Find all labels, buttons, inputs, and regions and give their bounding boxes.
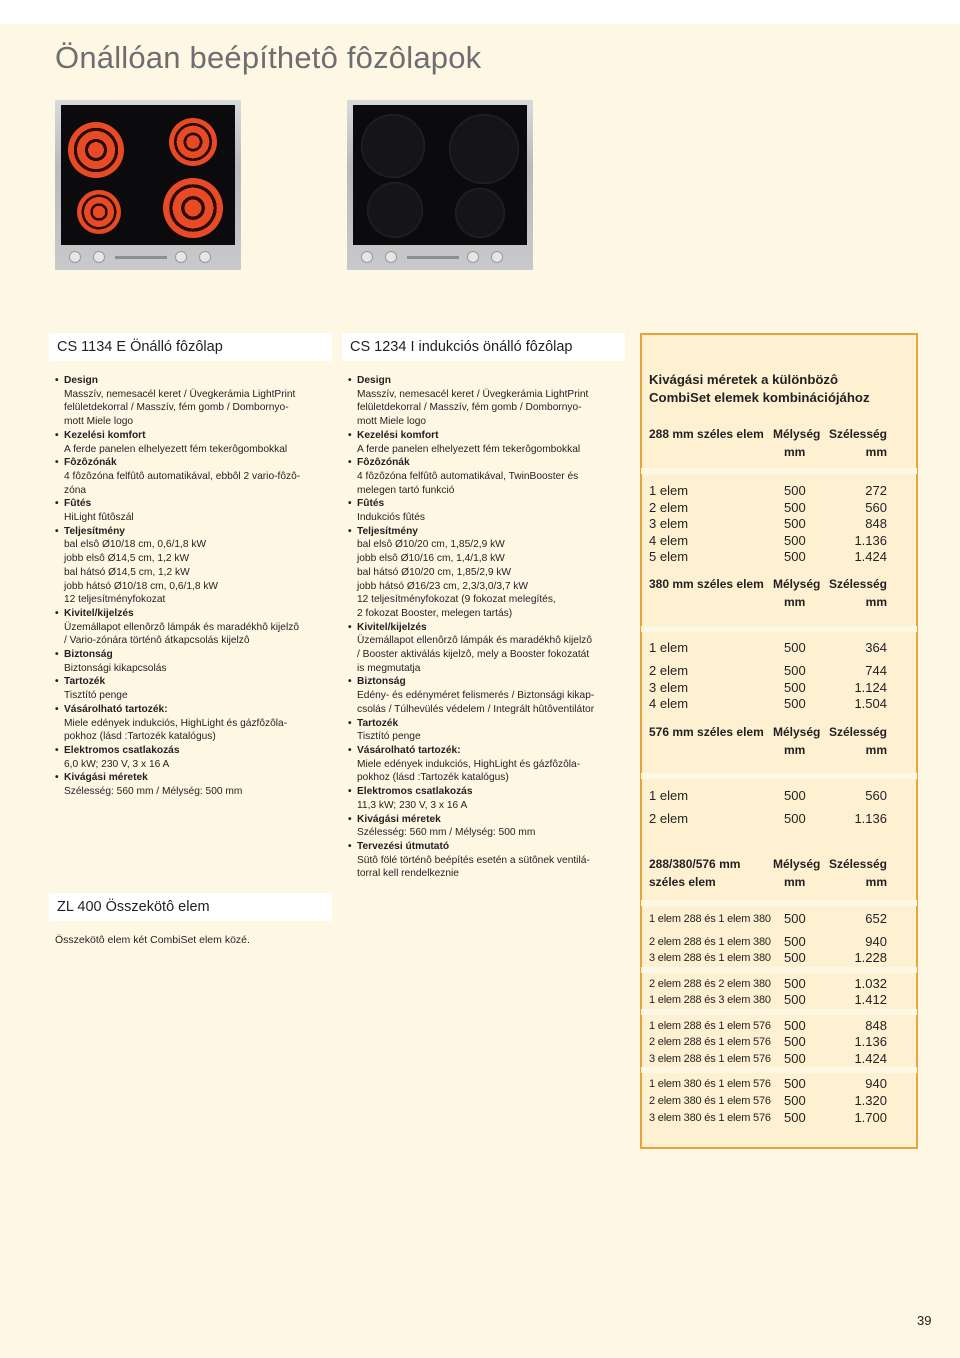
spec-item <box>348 525 628 621</box>
cell-width: 1.136 <box>854 1034 887 1049</box>
spec-text: jobb elsô Ø14,5 cm, 1,2 kW <box>64 553 190 565</box>
spec-heading: • Teljesítmény <box>357 525 628 539</box>
group-label: 380 mm széles elem <box>649 577 764 591</box>
product-image-cs1134 <box>55 100 241 270</box>
top-margin <box>0 0 960 24</box>
cell-elements: 1 elem 288 és 3 elem 380 <box>649 994 771 1006</box>
cell-depth: 500 <box>784 663 806 678</box>
column-depth-header: Mélység <box>773 857 821 871</box>
spec-heading: • Tartozék <box>357 717 628 731</box>
cell-depth: 500 <box>784 1018 806 1033</box>
table-separator <box>641 900 917 906</box>
cell-depth: 500 <box>784 1076 806 1091</box>
spec-text: 12 teljesítményfokozat (9 fokozat melegítés, <box>357 594 556 606</box>
connector-description: Összekötô elem két CombiSet elem közé. <box>55 934 250 946</box>
spec-item <box>348 456 628 497</box>
control-strip <box>407 256 459 259</box>
spec-item <box>348 785 628 812</box>
spec-text: melegen tartó funkció <box>357 484 455 496</box>
spec-text: Indukciós fûtés <box>357 512 425 524</box>
cell-width: 560 <box>865 500 887 515</box>
column-width-header: Szélesség <box>828 857 887 871</box>
cell-elements: 2 elem <box>649 500 689 515</box>
spec-heading: • Elektromos csatlakozás <box>357 785 628 799</box>
unit-label: mm <box>784 743 806 757</box>
spec-item <box>348 374 628 429</box>
unit-label: mm <box>784 595 806 609</box>
spec-heading: • Vásárolható tartozék: <box>64 703 335 717</box>
connector-header: ZL 400 Összekötô elem <box>49 893 332 921</box>
spec-heading: • Tervezési útmutató <box>357 840 628 854</box>
spec-item <box>348 497 628 524</box>
cell-depth: 500 <box>784 549 806 564</box>
spec-heading: • Kivágási méretek <box>64 771 335 785</box>
spec-text: mott Miele logo <box>64 416 134 428</box>
spec-heading: • Design <box>357 374 628 388</box>
spec-text: Tisztító penge <box>64 690 128 702</box>
cell-depth: 500 <box>784 811 806 826</box>
cooking-zone-icon <box>77 190 121 234</box>
spec-text: 11,3 kW; 230 V, 3 x 16 A <box>357 799 468 811</box>
knob-icon <box>467 251 479 263</box>
cell-width: 848 <box>865 1018 887 1033</box>
cell-width: 1.320 <box>854 1093 887 1108</box>
spec-text: pokhoz (lásd :Tartozék katalógus) <box>64 731 216 743</box>
table-separator <box>641 1009 917 1015</box>
cell-elements: 1 elem <box>649 483 689 498</box>
table-separator <box>641 626 917 632</box>
cell-depth: 500 <box>784 533 806 548</box>
column-width-header: Szélesség <box>828 725 887 739</box>
product-image-cs1234 <box>347 100 533 270</box>
spec-text: Masszív, nemesacél keret / Üvegkerámia LightPrint <box>357 388 589 400</box>
spec-heading: • Kezelési komfort <box>64 429 335 443</box>
product-header-cs1134: CS 1134 E Önálló fôzôlap <box>49 333 332 361</box>
spec-heading: • Tartozék <box>64 675 335 689</box>
column-depth-header: Mélység <box>773 427 821 441</box>
knob-icon <box>199 251 211 263</box>
cell-width: 1.032 <box>854 976 887 991</box>
group-label: 288 mm széles elem <box>649 427 764 441</box>
spec-item <box>55 374 335 429</box>
group-label-2: széles elem <box>649 875 716 889</box>
spec-heading: • Teljesítmény <box>64 525 335 539</box>
cell-width: 1.504 <box>854 696 887 711</box>
spec-text: jobb elsô Ø10/16 cm, 1,4/1,8 kW <box>357 553 505 565</box>
unit-label: mm <box>865 595 887 609</box>
knob-icon <box>93 251 105 263</box>
cell-width: 848 <box>865 516 887 531</box>
cell-elements: 5 elem <box>649 549 689 564</box>
cell-elements: 3 elem <box>649 516 689 531</box>
spec-text: Üzemállapot ellenôrzô lámpák és maradékhô kijelzô <box>64 621 299 633</box>
unit-label: mm <box>865 743 887 757</box>
cell-elements: 1 elem <box>649 788 689 803</box>
cell-width: 940 <box>865 934 887 949</box>
spec-heading: • Fûtés <box>357 497 628 511</box>
spec-text: Üzemállapot ellenôrzô lámpák és maradékhô kijelzô <box>357 635 592 647</box>
spec-item <box>55 648 335 675</box>
cell-elements: 3 elem 288 és 1 elem 576 <box>649 1053 771 1065</box>
unit-label: mm <box>784 875 806 889</box>
cell-elements: 4 elem <box>649 696 689 711</box>
spec-heading: • Kezelési komfort <box>357 429 628 443</box>
spec-text: Szélesség: 560 mm / Mélység: 500 mm <box>64 786 243 798</box>
spec-heading: • Fûtés <box>64 497 335 511</box>
spec-heading: • Vásárolható tartozék: <box>357 744 628 758</box>
cutout-title-line1: Kivágási méretek a különbözô <box>649 372 839 387</box>
spec-heading: • Fôzôzónák <box>64 456 335 470</box>
spec-text: Sütô fölé történô beépítés esetén a sütônek ventilá- <box>357 854 590 866</box>
spec-text: is megmutatja <box>357 662 421 674</box>
spec-text: pokhoz (lásd :Tartozék katalógus) <box>357 772 509 784</box>
knob-icon <box>491 251 503 263</box>
spec-item <box>55 497 335 524</box>
spec-text: 12 teljesítményfokozat <box>64 594 166 606</box>
cell-depth: 500 <box>784 516 806 531</box>
cell-width: 364 <box>865 640 887 655</box>
spec-item <box>55 607 335 648</box>
spec-item <box>55 744 335 771</box>
cell-elements: 2 elem <box>649 663 689 678</box>
unit-label: mm <box>865 875 887 889</box>
cell-width: 1.136 <box>854 533 887 548</box>
spec-text: 2 fokozat Booster, melegen tartás) <box>357 607 513 619</box>
cell-elements: 1 elem 288 és 1 elem 576 <box>649 1020 771 1032</box>
spec-text: 4 fôzôzóna felfûtô automatikával, ebbôl 2 vario-fôzô- <box>64 470 301 482</box>
cell-depth: 500 <box>784 1034 806 1049</box>
spec-item <box>348 744 628 785</box>
control-strip <box>115 256 167 259</box>
spec-item <box>55 675 335 702</box>
spec-heading: • Biztonság <box>357 675 628 689</box>
cell-elements: 3 elem 380 és 1 elem 576 <box>649 1112 771 1124</box>
spec-heading: • Elektromos csatlakozás <box>64 744 335 758</box>
cell-elements: 3 elem 288 és 1 elem 380 <box>649 952 771 964</box>
cell-width: 1.700 <box>854 1110 887 1125</box>
spec-text: bal hátsó Ø10/20 cm, 1,85/2,9 kW <box>357 566 512 578</box>
cell-depth: 500 <box>784 788 806 803</box>
spec-item <box>348 429 628 456</box>
column-width-header: Szélesség <box>828 427 887 441</box>
spec-item <box>55 703 335 744</box>
spec-item <box>55 771 335 798</box>
unit-label: mm <box>865 445 887 459</box>
spec-list-cs1134 <box>55 374 335 799</box>
spec-heading: • Kivitel/kijelzés <box>357 621 628 635</box>
product-header-cs1234: CS 1234 I indukciós önálló fôzôlap <box>342 333 625 361</box>
cell-elements: 2 elem 288 és 2 elem 380 <box>649 978 771 990</box>
knob-icon <box>385 251 397 263</box>
cell-depth: 500 <box>784 680 806 695</box>
cooking-zone-icon <box>68 122 124 178</box>
cell-depth: 500 <box>784 992 806 1007</box>
knob-icon <box>361 251 373 263</box>
cell-elements: 2 elem <box>649 811 689 826</box>
cell-depth: 500 <box>784 696 806 711</box>
cooking-zone-icon <box>367 182 423 238</box>
spec-text: / Vario-zónára történô átkapcsolás kijelzô <box>64 635 250 647</box>
spec-text: zóna <box>64 484 87 496</box>
cutout-title-line2: CombiSet elemek kombinációjához <box>649 390 870 405</box>
spec-text: HiLight fûtôszál <box>64 512 134 524</box>
spec-item <box>348 840 628 881</box>
spec-heading: • Design <box>64 374 335 388</box>
cell-elements: 3 elem <box>649 680 689 695</box>
spec-text: Biztonsági kikapcsolás <box>64 662 167 674</box>
cell-width: 272 <box>865 483 887 498</box>
spec-text: Szélesség: 560 mm / Mélység: 500 mm <box>357 827 536 839</box>
spec-text: 6,0 kW; 230 V, 3 x 16 A <box>64 758 170 770</box>
spec-item <box>55 429 335 456</box>
cell-width: 1.136 <box>854 811 887 826</box>
spec-text: Tisztító penge <box>357 731 421 743</box>
spec-text: Masszív, nemesacél keret / Üvegkerámia LightPrint <box>64 388 296 400</box>
spec-text: jobb hátsó Ø16/23 cm, 2,3/3,0/3,7 kW <box>357 580 529 592</box>
spec-text: felületdekorral / Masszív, fém gomb / Dombornyo- <box>357 402 582 414</box>
spec-text: jobb hátsó Ø10/18 cm, 0,6/1,8 kW <box>64 580 219 592</box>
spec-text: bal elsô Ø10/18 cm, 0,6/1,8 kW <box>64 539 207 551</box>
cell-elements: 1 elem <box>649 640 689 655</box>
spec-text: 4 fôzôzóna felfûtô automatikával, TwinBooster és <box>357 470 579 482</box>
cell-depth: 500 <box>784 1093 806 1108</box>
spec-text: felületdekorral / Masszív, fém gomb / Dombornyo- <box>64 402 289 414</box>
cell-width: 744 <box>865 663 887 678</box>
spec-text: A ferde panelen elhelyezett fém tekerôgombokkal <box>357 443 581 455</box>
cell-depth: 500 <box>784 1110 806 1125</box>
cell-width: 940 <box>865 1076 887 1091</box>
spec-item <box>55 456 335 497</box>
spec-item <box>348 675 628 716</box>
unit-label: mm <box>784 445 806 459</box>
spec-item <box>348 717 628 744</box>
cooking-zone-icon <box>361 114 425 178</box>
column-depth-header: Mélység <box>773 577 821 591</box>
table-separator <box>641 1067 917 1073</box>
group-label: 576 mm széles elem <box>649 725 764 739</box>
spec-item <box>348 813 628 840</box>
cell-depth: 500 <box>784 950 806 965</box>
spec-heading: • Fôzôzónák <box>357 456 628 470</box>
cutout-table-title <box>649 371 870 407</box>
spec-text: A ferde panelen elhelyezett fém tekerôgombokkal <box>64 443 288 455</box>
cell-depth: 500 <box>784 976 806 991</box>
page-number: 39 <box>917 1313 932 1328</box>
cell-depth: 500 <box>784 640 806 655</box>
page-title: Önállóan beépíthetô fôzôlapok <box>55 40 482 75</box>
cell-elements: 2 elem 288 és 1 elem 576 <box>649 1036 771 1048</box>
spec-heading: • Biztonság <box>64 648 335 662</box>
cooking-zone-icon <box>449 114 519 184</box>
cell-elements: 1 elem 288 és 1 elem 380 <box>649 913 771 925</box>
spec-text: csolás / Túlhevülés védelem / Integrált hûtôventilátor <box>357 703 595 715</box>
column-width-header: Szélesség <box>828 577 887 591</box>
cooking-zone-icon <box>455 188 505 238</box>
spec-item <box>348 621 628 676</box>
group-label: 288/380/576 mm <box>649 857 741 871</box>
spec-text: Miele edények indukciós, HighLight és gázfôzôla- <box>64 717 288 729</box>
table-separator <box>641 468 917 474</box>
cell-width: 1.424 <box>854 1051 887 1066</box>
cell-width: 1.412 <box>854 992 887 1007</box>
spec-text: mott Miele logo <box>357 416 427 428</box>
cell-width: 1.228 <box>854 950 887 965</box>
spec-text: torral kell rendelkeznie <box>357 868 459 880</box>
cell-depth: 500 <box>784 1051 806 1066</box>
cooking-zone-icon <box>169 118 217 166</box>
table-separator <box>641 773 917 779</box>
spec-heading: • Kivágási méretek <box>357 813 628 827</box>
spec-text: bal elsô Ø10/20 cm, 1,85/2,9 kW <box>357 539 505 551</box>
column-depth-header: Mélység <box>773 725 821 739</box>
cell-elements: 2 elem 380 és 1 elem 576 <box>649 1095 771 1107</box>
cell-depth: 500 <box>784 483 806 498</box>
spec-list-cs1234 <box>348 374 628 881</box>
cell-depth: 500 <box>784 934 806 949</box>
spec-text: / Booster aktiválás kijelzô, mely a Booster fokozatát <box>357 649 590 661</box>
cell-elements: 1 elem 380 és 1 elem 576 <box>649 1078 771 1090</box>
table-separator <box>641 967 917 973</box>
cooking-zone-icon <box>163 178 223 238</box>
cell-width: 1.424 <box>854 549 887 564</box>
cell-depth: 500 <box>784 911 806 926</box>
spec-text: bal hátsó Ø14,5 cm, 1,2 kW <box>64 566 190 578</box>
cell-width: 1.124 <box>854 680 887 695</box>
cell-width: 652 <box>865 911 887 926</box>
spec-heading: • Kivitel/kijelzés <box>64 607 335 621</box>
cell-elements: 2 elem 288 és 1 elem 380 <box>649 936 771 948</box>
spec-item <box>55 525 335 607</box>
cell-depth: 500 <box>784 500 806 515</box>
cell-elements: 4 elem <box>649 533 689 548</box>
cell-width: 560 <box>865 788 887 803</box>
knob-icon <box>175 251 187 263</box>
knob-icon <box>69 251 81 263</box>
spec-text: Miele edények indukciós, HighLight és gázfôzôla- <box>357 758 581 770</box>
spec-text: Edény- és edényméret felismerés / Biztonsági kikap- <box>357 690 595 702</box>
